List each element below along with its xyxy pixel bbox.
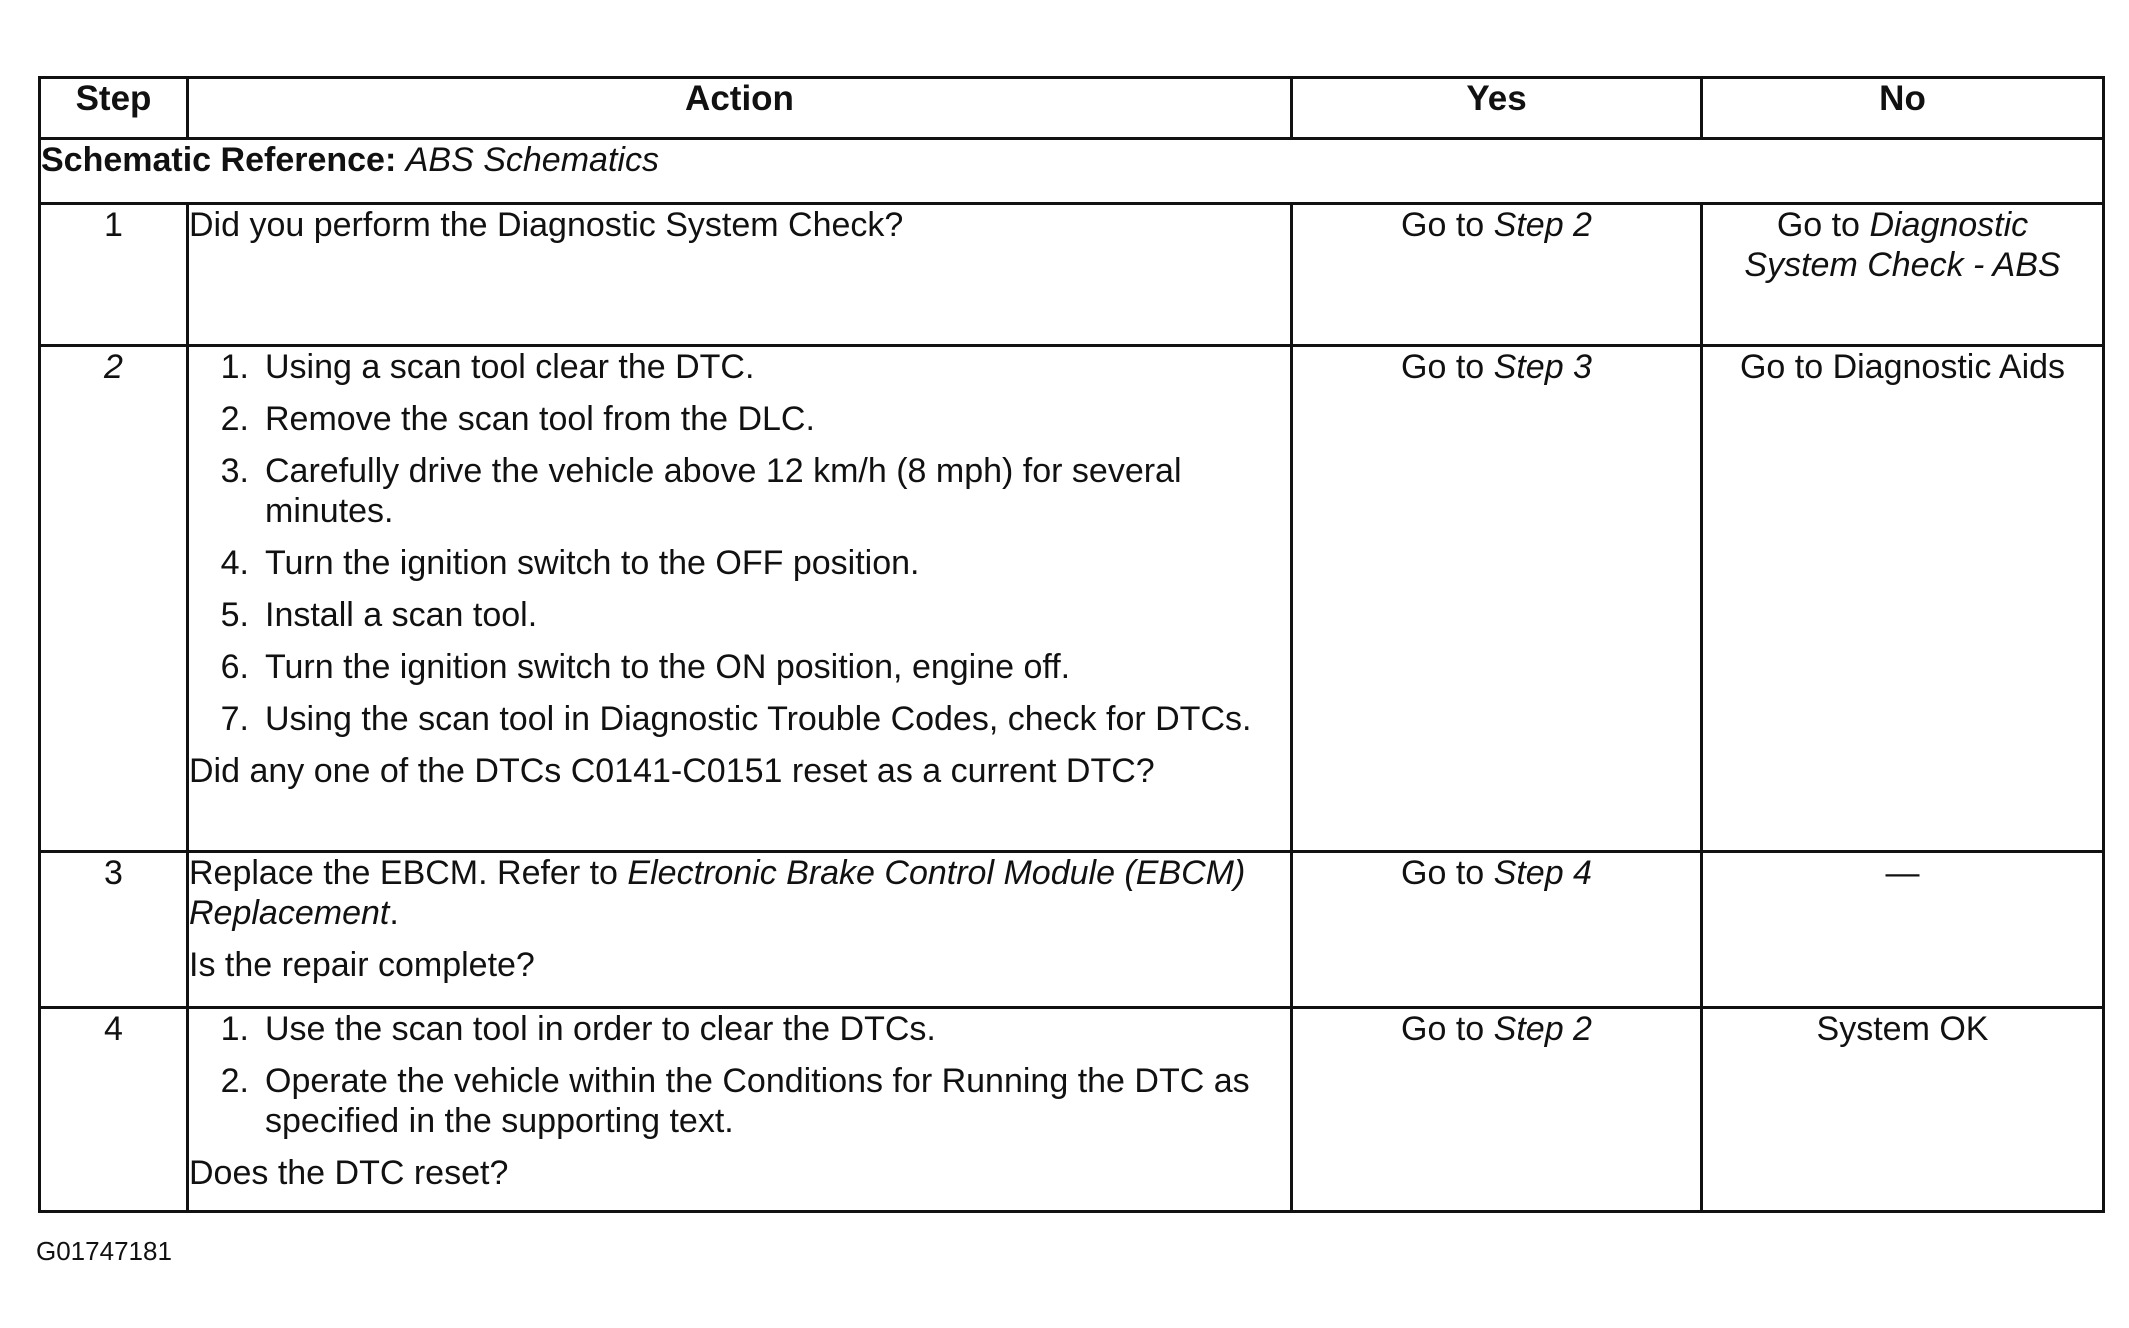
action-doc-ref: Electronic Brake Control Module (EBCM) Replacement: [189, 854, 1246, 932]
yes-cell: [1292, 204, 1702, 346]
yes-cell: [1292, 1008, 1702, 1212]
procedure-list: [189, 1009, 1290, 1141]
table-row: [40, 346, 2104, 852]
list-item: 1. Using a scan tool clear the DTC.: [220, 348, 755, 386]
table-row: [40, 204, 2104, 346]
list-item: 1. Use the scan tool in order to clear the DTCs.: [220, 1010, 936, 1048]
yes-step-ref: Step 4: [1493, 854, 1592, 892]
action-question: Is the repair complete?: [189, 946, 535, 984]
yes-step-ref: Step 2: [1493, 206, 1592, 244]
yes-prefix: Go to: [1401, 206, 1485, 244]
no-ref-line1: Diagnostic: [1869, 206, 2029, 244]
yes-cell: [1292, 346, 1702, 852]
action-cell: [188, 346, 1292, 852]
step-number: 2: [40, 346, 188, 852]
table-row: [40, 852, 2104, 1008]
list-item: 4. Turn the ignition switch to the OFF position.: [220, 544, 920, 582]
list-item: 2. Remove the scan tool from the DLC.: [220, 400, 815, 438]
action-cell: [188, 204, 1292, 346]
list-item: 7. Using the scan tool in Diagnostic Trouble Codes, check for DTCs.: [220, 700, 1252, 738]
procedure-list: [189, 347, 1290, 739]
list-item: 3. Carefully drive the vehicle above 12 km/h (8 mph) for several minutes.: [220, 452, 1182, 530]
action-cell: [188, 1008, 1292, 1212]
action-question: Did any one of the DTCs C0141-C0151 reset as a current DTC?: [189, 752, 1155, 790]
yes-prefix: Go to: [1401, 1010, 1485, 1048]
header-yes: Yes: [1292, 78, 1702, 139]
action-suffix: .: [389, 894, 399, 932]
no-cell: [1702, 204, 2104, 346]
schematic-link: ABS Schematics: [405, 141, 659, 179]
no-ref-line2: System Check - ABS: [1744, 246, 2061, 284]
list-item: 2. Operate the vehicle within the Conditions for Running the DTC as specified in the supporting text.: [220, 1062, 1250, 1140]
schematic-reference: [40, 139, 2104, 204]
yes-step-ref: Step 3: [1493, 348, 1592, 386]
list-item: 5. Install a scan tool.: [220, 596, 538, 634]
header-action: Action: [188, 78, 1292, 139]
no-cell: Go to Diagnostic Aids: [1702, 346, 2104, 852]
yes-step-ref: Step 2: [1493, 1010, 1592, 1048]
action-question: Does the DTC reset?: [189, 1154, 509, 1192]
yes-cell: [1292, 852, 1702, 1008]
yes-prefix: Go to: [1401, 348, 1485, 386]
step-number: 4: [40, 1008, 188, 1212]
no-cell: —: [1702, 852, 2104, 1008]
list-item: 6. Turn the ignition switch to the ON position, engine off.: [220, 648, 1071, 686]
header-no: No: [1702, 78, 2104, 139]
action-question: Did you perform the Diagnostic System Check?: [189, 206, 904, 244]
figure-code: G01747181: [36, 1236, 172, 1266]
schematic-label: Schematic Reference:: [41, 141, 397, 179]
table-row: [40, 1008, 2104, 1212]
diagnostic-table: [38, 76, 2105, 1213]
action-cell: [188, 852, 1292, 1008]
no-cell: System OK: [1702, 1008, 2104, 1212]
header-step: Step: [40, 78, 188, 139]
action-instruction: Replace the EBCM. Refer to: [189, 854, 618, 892]
schematic-row: [40, 139, 2104, 204]
step-number: 1: [40, 204, 188, 346]
no-prefix: Go to: [1776, 206, 1860, 244]
yes-prefix: Go to: [1401, 854, 1485, 892]
step-number: 3: [40, 852, 188, 1008]
header-row: [40, 78, 2104, 139]
